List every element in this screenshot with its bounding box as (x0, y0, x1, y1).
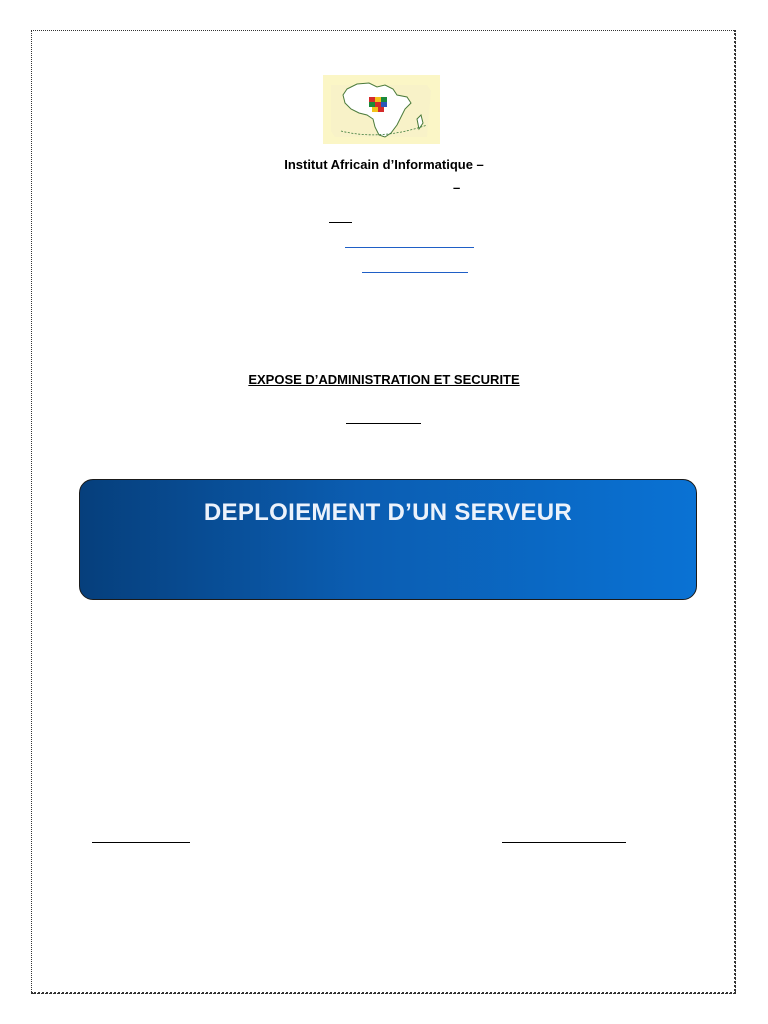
subject-underline-rule (346, 423, 421, 424)
link-underline-2[interactable] (362, 272, 468, 273)
dash-separator: – (453, 180, 461, 195)
banner-title: DEPLOIEMENT D’UN SERVEUR (203, 499, 573, 526)
short-underline-rule (329, 222, 352, 223)
link-underline-1[interactable] (345, 247, 474, 248)
right-signature-rule (502, 842, 626, 843)
left-signature-rule (92, 842, 190, 843)
africa-map-logo-icon (323, 75, 440, 144)
institute-logo (323, 75, 440, 144)
institute-name: Institut Africain d’Informatique – (284, 157, 484, 172)
document-subject: EXPOSE D’ADMINISTRATION ET SECURITE (248, 372, 520, 387)
title-banner (79, 479, 697, 600)
